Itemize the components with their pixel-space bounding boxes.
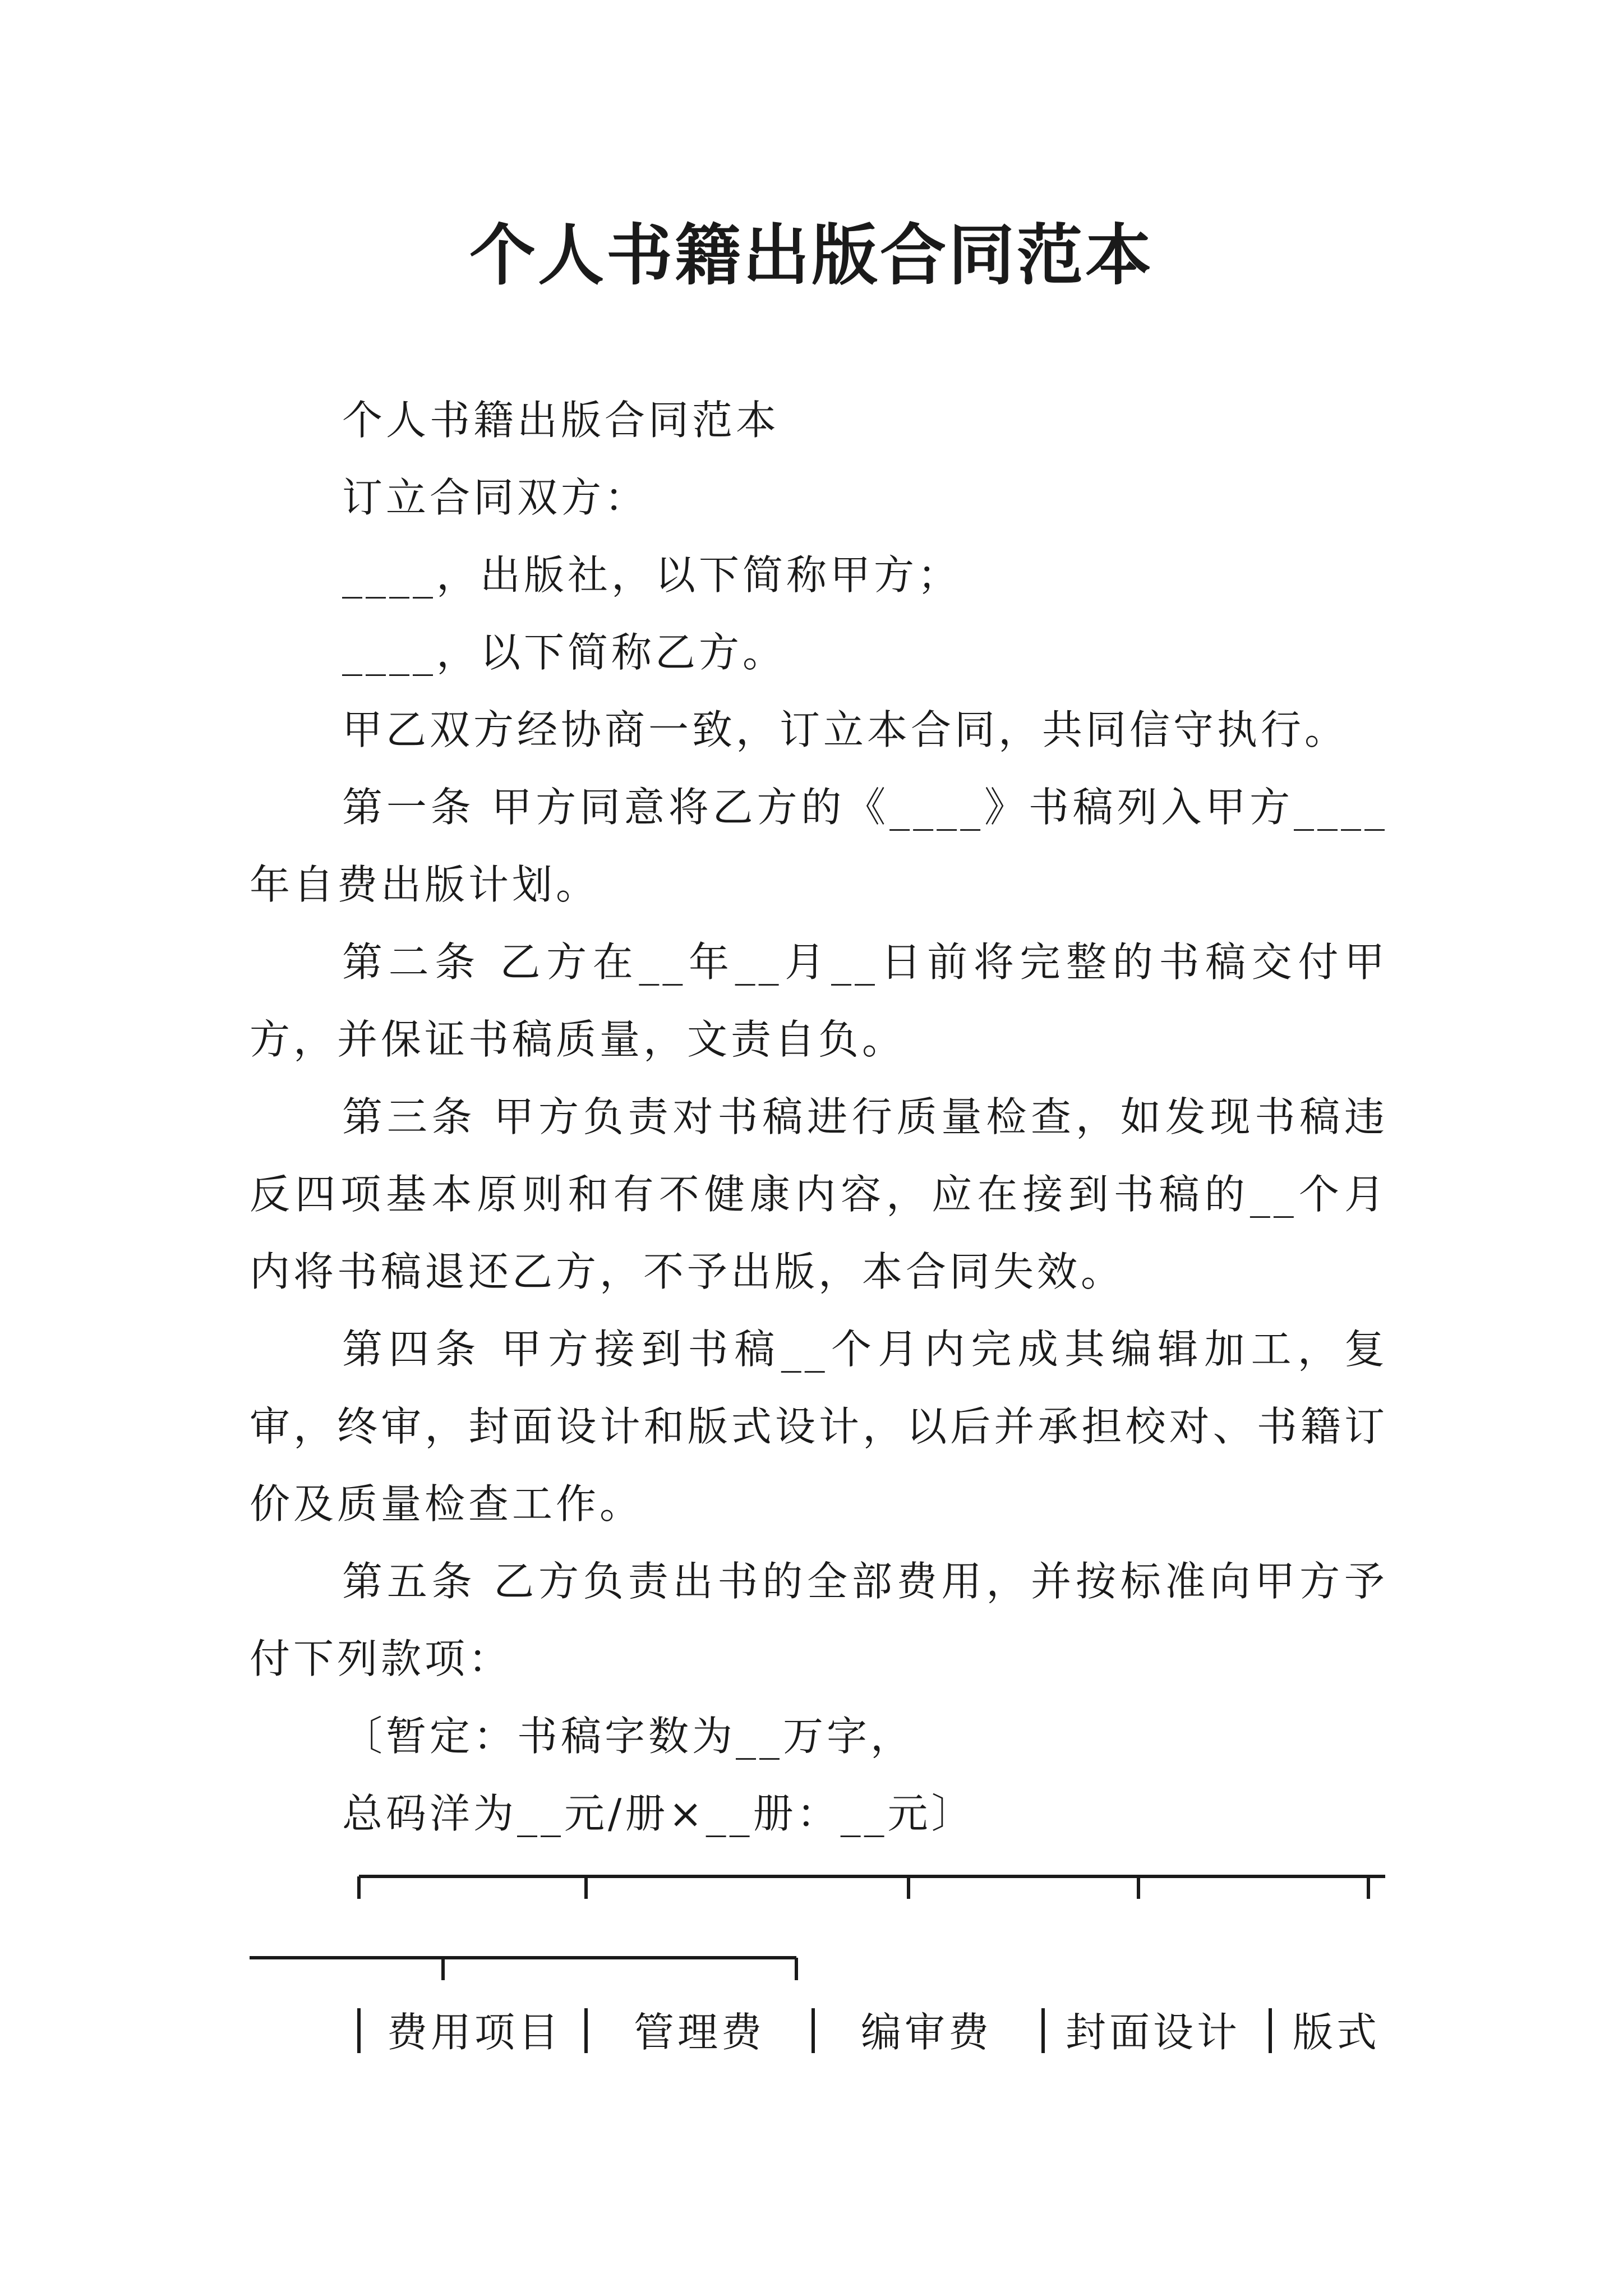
estimate-line-2: 总码洋为__元/册×__册：__元〕: [342, 1790, 975, 1837]
fee-header-cover-design: 封面设计: [1066, 2009, 1241, 2056]
article-1: 第一条 甲方同意将乙方的《____》书稿列入甲方____年自费出版计划。: [250, 784, 1388, 908]
paragraph-agreement: 甲乙双方经协商一致，订立本合同，共同信守执行。: [342, 706, 1349, 753]
fee-header-layout: 版式: [1293, 2009, 1381, 2056]
document-title: 个人书籍出版合同范本: [469, 216, 1154, 294]
article-3: 第三条 甲方负责对书稿进行质量检查，如发现书稿违反四项基本原则和有不健康内容，应在接到书稿的__个月内将书稿退还乙方，不予出版，本合同失效。: [250, 1093, 1388, 1295]
fee-header-item: 费用项目: [387, 2009, 562, 2056]
paragraph-party-a: ____，出版社，以下简称甲方；: [342, 551, 962, 599]
fee-header-editing: 编审费: [861, 2009, 993, 2056]
article-5: 第五条 乙方负责出书的全部费用，并按标准向甲方予付下列款项：: [250, 1558, 1388, 1682]
fee-header-management: 管理费: [634, 2009, 766, 2056]
estimate-line-1: 〔暂定：书稿字数为__万字，: [342, 1713, 915, 1760]
article-2: 第二条 乙方在__年__月__日前将完整的书稿交付甲方，并保证书稿质量，文责自负。: [250, 938, 1388, 1063]
paragraph-heading: 个人书籍出版合同范本: [342, 397, 780, 444]
paragraph-parties: 订立合同双方：: [342, 474, 649, 521]
paragraph-party-b: ____，以下简称乙方。: [342, 629, 787, 676]
article-4: 第四条 甲方接到书稿__个月内完成其编辑加工，复审，终审，封面设计和版式设计，以后并承担校对、书籍订价及质量检查工作。: [250, 1326, 1388, 1527]
